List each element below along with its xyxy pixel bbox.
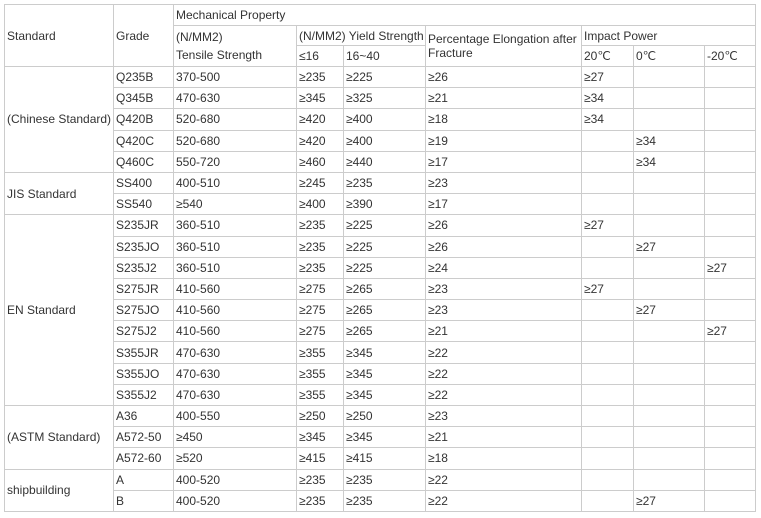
tensile-cell: 360-510	[174, 215, 297, 236]
elongation-cell: ≥21	[426, 321, 582, 342]
table-row	[5, 130, 756, 151]
impact-minus20-cell	[705, 490, 756, 511]
impact-0-cell	[634, 67, 705, 88]
yield-16-40-cell: ≥225	[344, 67, 426, 88]
yield-le16-cell: ≥400	[297, 194, 344, 215]
grade-cell: Q345B	[114, 88, 174, 109]
impact-minus20-cell	[705, 300, 756, 321]
impact-20-cell	[582, 384, 634, 405]
impact-20-cell	[582, 448, 634, 469]
impact-20-cell: ≥27	[582, 278, 634, 299]
yield-le16-cell: ≥235	[297, 236, 344, 257]
yield-le16-cell: ≥355	[297, 342, 344, 363]
impact-0-cell	[634, 215, 705, 236]
impact-minus20-cell	[705, 406, 756, 427]
table-row	[5, 448, 756, 469]
header-tensile	[174, 26, 297, 67]
grade-cell: S275JR	[114, 278, 174, 299]
impact-minus20-cell: ≥27	[705, 257, 756, 278]
impact-0-cell	[634, 194, 705, 215]
yield-le16-cell: ≥275	[297, 321, 344, 342]
yield-16-40-cell: ≥235	[344, 172, 426, 193]
impact-0-cell	[634, 278, 705, 299]
yield-le16-cell: ≥245	[297, 172, 344, 193]
grade-cell: Q420C	[114, 130, 174, 151]
impact-minus20-cell	[705, 88, 756, 109]
yield-le16-cell: ≥235	[297, 215, 344, 236]
impact-0-cell	[634, 342, 705, 363]
impact-20-cell	[582, 194, 634, 215]
yield-le16-cell: ≥415	[297, 448, 344, 469]
impact-0-cell	[634, 384, 705, 405]
grade-cell: S275J2	[114, 321, 174, 342]
header-yield-le16: ≤16	[297, 46, 344, 67]
table-row	[5, 236, 756, 257]
yield-le16-cell: ≥345	[297, 88, 344, 109]
elongation-cell: ≥17	[426, 194, 582, 215]
grade-cell: S235JR	[114, 215, 174, 236]
impact-0-cell	[634, 469, 705, 490]
elongation-cell: ≥21	[426, 427, 582, 448]
yield-16-40-cell: ≥345	[344, 342, 426, 363]
table-row	[5, 172, 756, 193]
standard-cell: shipbuilding	[5, 469, 114, 511]
impact-0-cell	[634, 363, 705, 384]
header-temp-0: 0℃	[634, 46, 705, 67]
elongation-cell: ≥24	[426, 257, 582, 278]
impact-20-cell	[582, 300, 634, 321]
table-row	[5, 151, 756, 172]
grade-cell: S275JO	[114, 300, 174, 321]
impact-20-cell	[582, 490, 634, 511]
yield-le16-cell: ≥275	[297, 278, 344, 299]
header-temp-20: 20℃	[582, 46, 634, 67]
impact-0-cell: ≥27	[634, 490, 705, 511]
elongation-cell: ≥19	[426, 130, 582, 151]
yield-le16-cell: ≥355	[297, 363, 344, 384]
impact-20-cell: ≥27	[582, 67, 634, 88]
impact-0-cell: ≥27	[634, 300, 705, 321]
table-row	[5, 257, 756, 278]
grade-cell: A572-60	[114, 448, 174, 469]
tensile-cell: 400-520	[174, 469, 297, 490]
header-standard: Standard	[5, 5, 114, 67]
impact-20-cell	[582, 406, 634, 427]
yield-le16-cell: ≥235	[297, 469, 344, 490]
table-row	[5, 278, 756, 299]
yield-16-40-cell: ≥345	[344, 363, 426, 384]
yield-16-40-cell: ≥225	[344, 257, 426, 278]
header-temp-minus20: -20℃	[705, 46, 756, 67]
impact-minus20-cell	[705, 363, 756, 384]
impact-20-cell	[582, 363, 634, 384]
header-impact-power: Impact Power	[582, 26, 756, 46]
yield-le16-cell: ≥460	[297, 151, 344, 172]
standard-cell: JIS Standard	[5, 172, 114, 214]
grade-cell: A572-50	[114, 427, 174, 448]
table-row	[5, 427, 756, 448]
grade-cell: S355J2	[114, 384, 174, 405]
elongation-cell: ≥26	[426, 67, 582, 88]
tensile-cell: 400-550	[174, 406, 297, 427]
table-row	[5, 490, 756, 511]
impact-20-cell: ≥34	[582, 88, 634, 109]
yield-16-40-cell: ≥225	[344, 236, 426, 257]
yield-le16-cell: ≥420	[297, 130, 344, 151]
impact-0-cell: ≥27	[634, 236, 705, 257]
table-row	[5, 88, 756, 109]
grade-cell: SS400	[114, 172, 174, 193]
grade-cell: Q235B	[114, 67, 174, 88]
yield-le16-cell: ≥235	[297, 67, 344, 88]
elongation-cell: ≥18	[426, 448, 582, 469]
impact-0-cell	[634, 109, 705, 130]
impact-minus20-cell	[705, 194, 756, 215]
yield-16-40-cell: ≥250	[344, 406, 426, 427]
table-row	[5, 194, 756, 215]
yield-le16-cell: ≥250	[297, 406, 344, 427]
tensile-cell: 550-720	[174, 151, 297, 172]
impact-minus20-cell	[705, 427, 756, 448]
impact-20-cell	[582, 427, 634, 448]
grade-cell: S355JO	[114, 363, 174, 384]
elongation-cell: ≥22	[426, 363, 582, 384]
tensile-cell: ≥450	[174, 427, 297, 448]
impact-minus20-cell	[705, 384, 756, 405]
impact-0-cell	[634, 172, 705, 193]
tensile-cell: 410-560	[174, 321, 297, 342]
header-elongation	[426, 26, 582, 67]
impact-minus20-cell	[705, 448, 756, 469]
yield-16-40-cell: ≥265	[344, 278, 426, 299]
tensile-cell: 370-500	[174, 67, 297, 88]
tensile-cell: 410-560	[174, 278, 297, 299]
elongation-cell: ≥26	[426, 236, 582, 257]
yield-le16-cell: ≥235	[297, 257, 344, 278]
standard-cell: EN Standard	[5, 215, 114, 406]
impact-20-cell: ≥27	[582, 215, 634, 236]
grade-cell: SS540	[114, 194, 174, 215]
elongation-cell: ≥26	[426, 215, 582, 236]
tensile-cell: 400-520	[174, 490, 297, 511]
tensile-cell: 470-630	[174, 363, 297, 384]
table-row	[5, 321, 756, 342]
impact-minus20-cell	[705, 278, 756, 299]
tensile-cell: 360-510	[174, 257, 297, 278]
impact-20-cell	[582, 151, 634, 172]
yield-le16-cell: ≥275	[297, 300, 344, 321]
impact-0-cell: ≥34	[634, 130, 705, 151]
table-row	[5, 406, 756, 427]
table-row	[5, 109, 756, 130]
header-mechanical-property: Mechanical Property	[174, 5, 756, 26]
elongation-cell: ≥23	[426, 300, 582, 321]
impact-0-cell	[634, 257, 705, 278]
grade-cell: B	[114, 490, 174, 511]
table-row	[5, 384, 756, 405]
elongation-cell: ≥22	[426, 384, 582, 405]
standard-cell: (ASTM Standard)	[5, 406, 114, 470]
table-row	[5, 300, 756, 321]
elongation-cell: ≥22	[426, 342, 582, 363]
tensile-cell: 520-680	[174, 130, 297, 151]
tensile-cell: 400-510	[174, 172, 297, 193]
elongation-cell: ≥21	[426, 88, 582, 109]
elongation-cell: ≥18	[426, 109, 582, 130]
elongation-cell: ≥17	[426, 151, 582, 172]
elongation-cell: ≥23	[426, 172, 582, 193]
table-body	[5, 67, 756, 512]
impact-0-cell	[634, 88, 705, 109]
table-row	[5, 67, 756, 88]
yield-16-40-cell: ≥345	[344, 384, 426, 405]
impact-minus20-cell	[705, 109, 756, 130]
grade-cell: S235JO	[114, 236, 174, 257]
header-tensile-unit: (N/MM2)	[176, 30, 223, 44]
header-yield-strength: (N/MM2) Yield Strength	[297, 26, 426, 46]
table-row	[5, 469, 756, 490]
grade-cell: S235J2	[114, 257, 174, 278]
impact-minus20-cell	[705, 172, 756, 193]
tensile-cell: 520-680	[174, 109, 297, 130]
yield-16-40-cell: ≥415	[344, 448, 426, 469]
impact-minus20-cell	[705, 130, 756, 151]
impact-0-cell	[634, 427, 705, 448]
impact-20-cell	[582, 236, 634, 257]
impact-minus20-cell	[705, 151, 756, 172]
yield-16-40-cell: ≥225	[344, 215, 426, 236]
impact-minus20-cell	[705, 67, 756, 88]
tensile-cell: ≥520	[174, 448, 297, 469]
yield-16-40-cell: ≥235	[344, 490, 426, 511]
yield-16-40-cell: ≥235	[344, 469, 426, 490]
impact-20-cell: ≥34	[582, 109, 634, 130]
table-row	[5, 215, 756, 236]
header-elongation-line2: Fracture	[428, 46, 473, 60]
standard-cell: (Chinese Standard)	[5, 67, 114, 173]
header-grade: Grade	[114, 5, 174, 67]
tensile-cell: 410-560	[174, 300, 297, 321]
impact-minus20-cell	[705, 215, 756, 236]
steel-spec-table	[4, 4, 756, 512]
yield-16-40-cell: ≥440	[344, 151, 426, 172]
yield-16-40-cell: ≥265	[344, 300, 426, 321]
yield-le16-cell: ≥345	[297, 427, 344, 448]
impact-20-cell	[582, 130, 634, 151]
tensile-cell: 470-630	[174, 384, 297, 405]
impact-minus20-cell	[705, 236, 756, 257]
table-row	[5, 363, 756, 384]
yield-le16-cell: ≥355	[297, 384, 344, 405]
grade-cell: A36	[114, 406, 174, 427]
impact-20-cell	[582, 172, 634, 193]
impact-0-cell: ≥34	[634, 151, 705, 172]
impact-0-cell	[634, 406, 705, 427]
grade-cell: Q460C	[114, 151, 174, 172]
yield-le16-cell: ≥235	[297, 490, 344, 511]
impact-0-cell	[634, 448, 705, 469]
elongation-cell: ≥23	[426, 278, 582, 299]
impact-20-cell	[582, 342, 634, 363]
grade-cell: S355JR	[114, 342, 174, 363]
impact-minus20-cell	[705, 342, 756, 363]
impact-minus20-cell	[705, 469, 756, 490]
impact-20-cell	[582, 469, 634, 490]
grade-cell: Q420B	[114, 109, 174, 130]
yield-16-40-cell: ≥390	[344, 194, 426, 215]
impact-20-cell	[582, 257, 634, 278]
tensile-cell: 470-630	[174, 342, 297, 363]
yield-16-40-cell: ≥265	[344, 321, 426, 342]
tensile-cell: ≥540	[174, 194, 297, 215]
impact-0-cell	[634, 321, 705, 342]
tensile-cell: 470-630	[174, 88, 297, 109]
yield-16-40-cell: ≥400	[344, 109, 426, 130]
impact-20-cell	[582, 321, 634, 342]
yield-16-40-cell: ≥345	[344, 427, 426, 448]
tensile-cell: 360-510	[174, 236, 297, 257]
yield-le16-cell: ≥420	[297, 109, 344, 130]
header-elongation-line1: Percentage Elongation after	[428, 32, 577, 46]
elongation-cell: ≥22	[426, 490, 582, 511]
yield-16-40-cell: ≥400	[344, 130, 426, 151]
impact-minus20-cell: ≥27	[705, 321, 756, 342]
header-tensile-label: Tensile Strength	[176, 48, 263, 62]
yield-16-40-cell: ≥325	[344, 88, 426, 109]
header-yield-16-40: 16~40	[344, 46, 426, 67]
elongation-cell: ≥22	[426, 469, 582, 490]
table-row	[5, 342, 756, 363]
grade-cell: A	[114, 469, 174, 490]
elongation-cell: ≥23	[426, 406, 582, 427]
